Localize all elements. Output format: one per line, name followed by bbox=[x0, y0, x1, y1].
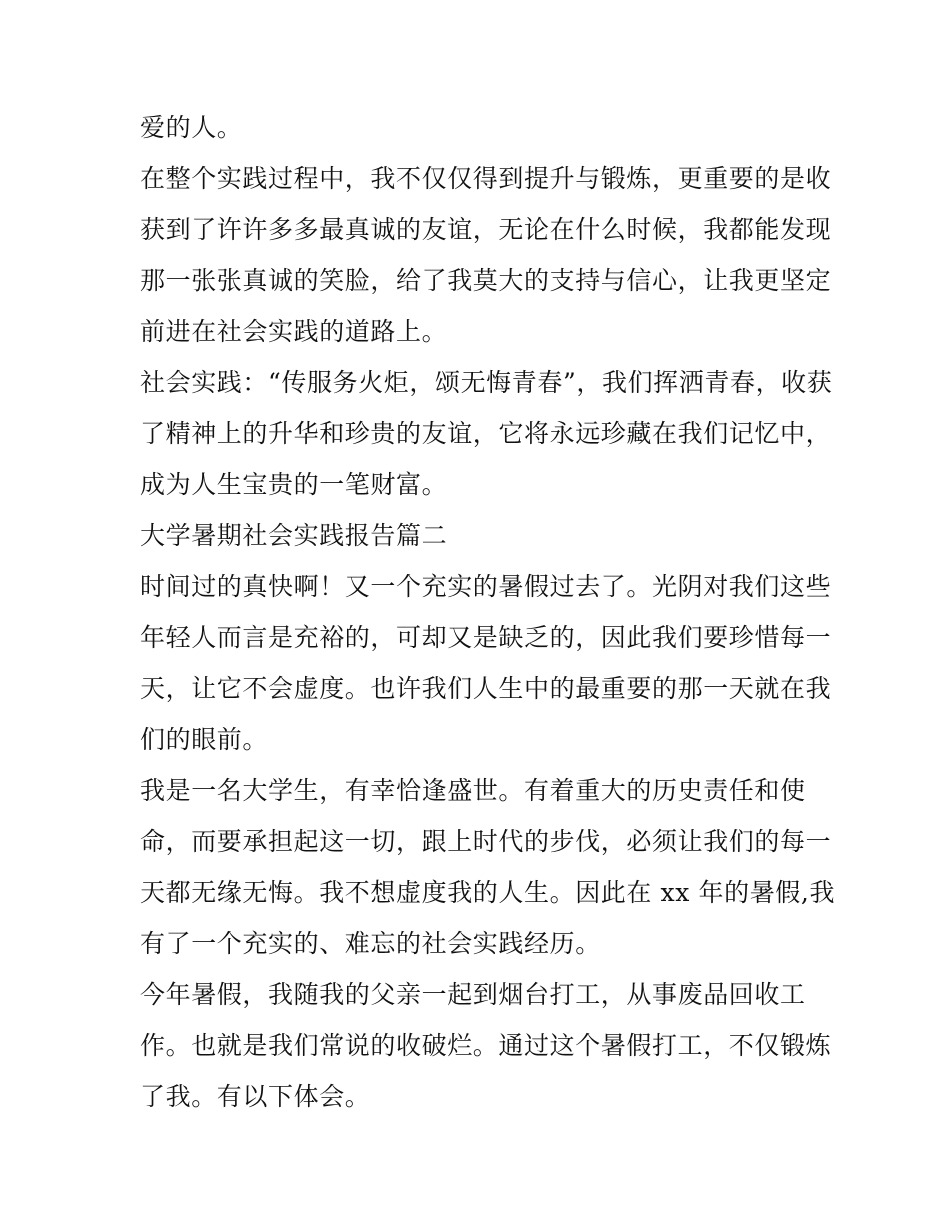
text-line: 时间过的真快啊！又一个充实的暑假过去了。光阴对我们这些 bbox=[140, 572, 832, 601]
text-line: 前进在社会实践的道路上。 bbox=[140, 317, 448, 346]
text-line: 那一张张真诚的笑脸，给了我莫大的支持与信心，让我更坚定 bbox=[140, 266, 832, 295]
text-line: 天，让它不会虚度。也许我们人生中的最重要的那一天就在我 bbox=[140, 674, 832, 703]
text-line: 社会实践：“传服务火炬，颂无悔青春”，我们挥洒青春，收获 bbox=[140, 368, 833, 397]
text-line: 命，而要承担起这一切，跟上时代的步伐，必须让我们的每一 bbox=[140, 827, 832, 856]
text-line: 成为人生宝贵的一笔财富。 bbox=[140, 470, 448, 499]
text-line: 天都无缘无悔。我不想虚度我的人生。因此在 xx 年的暑假,我 bbox=[140, 878, 836, 907]
text-line: 们的眼前。 bbox=[140, 725, 269, 754]
text-line: 作。也就是我们常说的收破烂。通过这个暑假打工，不仅锻炼 bbox=[140, 1031, 832, 1060]
text-line: 在整个实践过程中，我不仅仅得到提升与锻炼，更重要的是收 bbox=[140, 164, 832, 193]
text-line: 今年暑假，我随我的父亲一起到烟台打工，从事废品回收工 bbox=[140, 980, 806, 1009]
document-body bbox=[140, 102, 836, 1122]
text-line: 年轻人而言是充裕的，可却又是缺乏的，因此我们要珍惜每一 bbox=[140, 623, 832, 652]
text-line: 获到了许许多多最真诚的友谊，无论在什么时候，我都能发现 bbox=[140, 215, 832, 244]
text-line: 有了一个充实的、难忘的社会实践经历。 bbox=[140, 929, 601, 958]
text-line: 了我。有以下体会。 bbox=[140, 1082, 371, 1111]
text-line: 爱的人。 bbox=[140, 113, 243, 142]
text-line: 我是一名大学生，有幸恰逢盛世。有着重大的历史责任和使 bbox=[140, 776, 806, 805]
section-heading: 大学暑期社会实践报告篇二 bbox=[140, 521, 448, 550]
text-line: 了精神上的升华和珍贵的友谊，它将永远珍藏在我们记忆中， bbox=[140, 419, 832, 448]
